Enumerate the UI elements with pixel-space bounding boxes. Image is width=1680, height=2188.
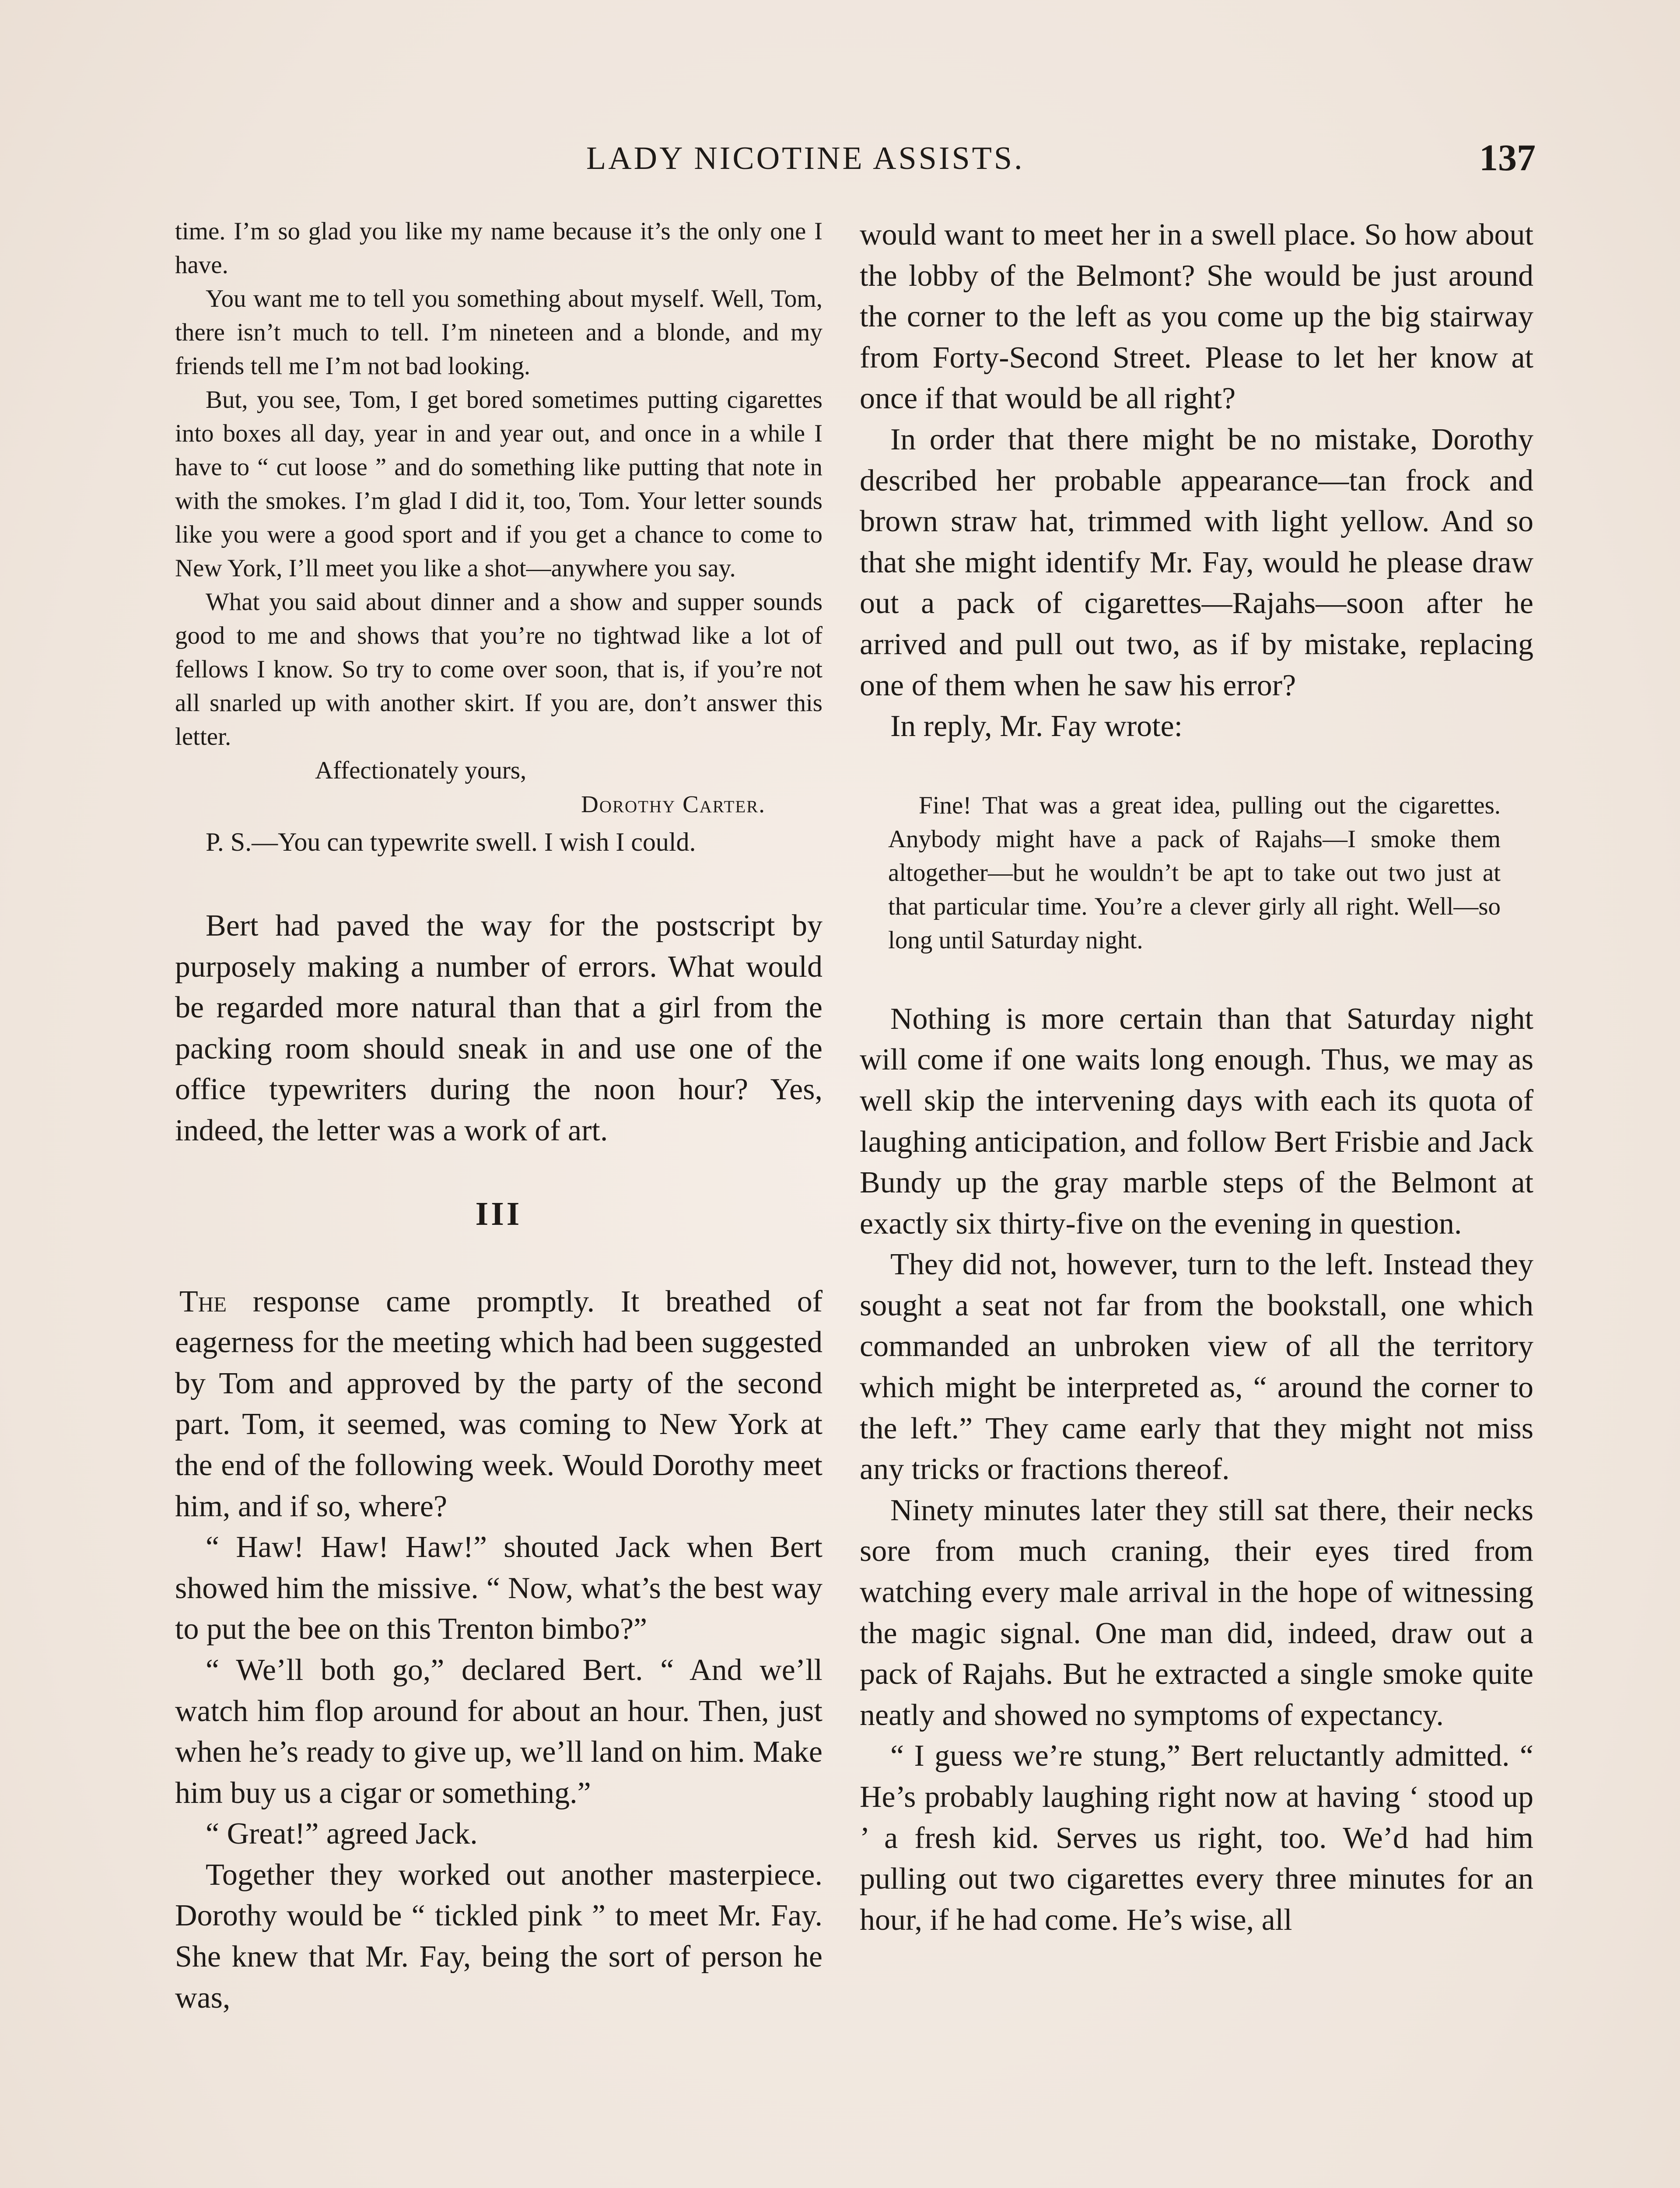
story-paragraph: would want to meet her in a swell place. So how about the lobby of the Belmont? She would be just around the corner to the left as you come up the big stairway from Forty-Second Street. Please to let her know at once if that would be all right?	[860, 218, 1533, 416]
running-title: LADY NICOTINE ASSISTS.	[586, 140, 1025, 176]
left-column	[175, 214, 822, 2018]
story-paragraph: “ Haw! Haw! Haw!” shouted Jack when Bert showed him the missive. “ Now, what’s the best way to put the bee on this Trenton bimbo?”	[175, 1530, 822, 1646]
letter-signature: Dorothy Carter.	[581, 791, 766, 817]
page-number: 137	[1479, 137, 1536, 179]
story-paragraph: “ I guess we’re stung,” Bert reluctantly admitted. “ He’s probably laughing right now at having ‘ stood up ’ a fresh kid. Serves us right, too. We’d had him pulling out two cigarettes every three minutes for an hour, if he had come. He’s wise, all	[860, 1739, 1533, 1937]
story-paragraph: Nothing is more certain than that Saturday night will come if one waits long enough. Thus, we may as well skip the intervening days with each its quota of laughing anticipation, and follow Bert Frisbie and Jack Bundy up the gray marble steps of the Belmont at exactly six thirty-five on the evening in question.	[860, 1002, 1533, 1241]
story-paragraph: In reply, Mr. Fay wrote:	[890, 709, 1183, 743]
reply-letter: Fine! That was a great idea, pulling out the cigarettes. Anybody might have a pack of Rajahs—I smoke them altogether—but he wouldn’t be apt to take out two just at that particular time. You’re a clever girly all right. Well—so long until Saturday night.	[888, 791, 1501, 954]
story-paragraph: Together they worked out another masterpiece. Dorothy would be “ tickled pink ” to meet Mr. Fay. She knew that Mr. Fay, being the sort of person he was,	[175, 1858, 822, 2015]
letter-closing: Affectionately yours,	[315, 757, 527, 784]
postscript: P. S.—You can typewrite swell. I wish I could.	[206, 828, 696, 856]
letter-from-dorothy	[175, 214, 822, 859]
section-opening-text: response came promptly. It breathed of eagerness for the meeting which had been suggested by Tom and approved by the party of the second part. Tom, it seemed, was coming to New York at the end of the following week. Would Dorothy meet him, and if so, where?	[175, 1284, 822, 1523]
section-lead-word: The	[179, 1284, 227, 1318]
story-paragraph: Ninety minutes later they still sat there, their necks sore from much craning, their eyes tired from watching every male arrival in the hope of witnessing the magic signal. One man did, indeed, draw out a pack of Rajahs. But he extracted a single smoke quite neatly and showed no symptoms of expectancy.	[860, 1493, 1533, 1732]
story-paragraph: “ We’ll both go,” declared Bert. “ And we’ll watch him flop around for about an hour. Then, just when he’s ready to give up, we’ll land on him. Make him buy us a cigar or something.”	[175, 1653, 822, 1810]
right-column	[860, 214, 1533, 1940]
section-opening-paragraph	[175, 1281, 822, 1527]
narrative-paragraph: Bert had paved the way for the postscript by purposely making a number of errors. What would be regarded more natural than that a girl from the packing room should sneak in and use one of the office typewriters during the noon hour? Yes, indeed, the letter was a work of art.	[175, 909, 822, 1147]
story-paragraph: “ Great!” agreed Jack.	[206, 1817, 478, 1851]
letter-paragraph: But, you see, Tom, I get bored sometimes putting cigarettes into boxes all day, year in and year out, and once in a while I have to “ cut loose ” and do something like putting that note in with the smokes. I’m glad I did it, too, Tom. Your letter sounds like you were a good sport and if you get a chance to come to New York, I’ll meet you like a shot—anywhere you say.	[175, 386, 822, 582]
story-paragraph: In order that there might be no mistake, Dorothy described her probable appearance—tan frock and brown straw hat, trimmed with light yellow. And so that she might identify Mr. Fay, would he please draw out a pack of cigarettes—Rajahs—soon after he arrived and pull out two, as if by mistake, replacing one of them when he saw his error?	[860, 422, 1533, 702]
section-number: III	[475, 1195, 522, 1232]
story-paragraph: They did not, however, turn to the left. Instead they sought a seat not far from the bookstall, one which commanded an unbroken view of all the territory which might be interpreted as, “ around the corner to the left.” They came early that they might not miss any tricks or fractions thereof.	[860, 1248, 1533, 1487]
letter-paragraph: time. I’m so glad you like my name because it’s the only one I have.	[175, 217, 822, 279]
letter-paragraph: You want me to tell you something about myself. Well, Tom, there isn’t much to tell. I’m nineteen and a blonde, and my friends tell me I’m not bad looking.	[175, 285, 822, 380]
letter-paragraph: What you said about dinner and a show and supper sounds good to me and shows that you’re no tightwad like a lot of fellows I know. So try to come over soon, that is, if you’re not all snarled up with another skirt. If you are, don’t answer this letter.	[175, 588, 822, 750]
running-header	[0, 131, 1680, 193]
